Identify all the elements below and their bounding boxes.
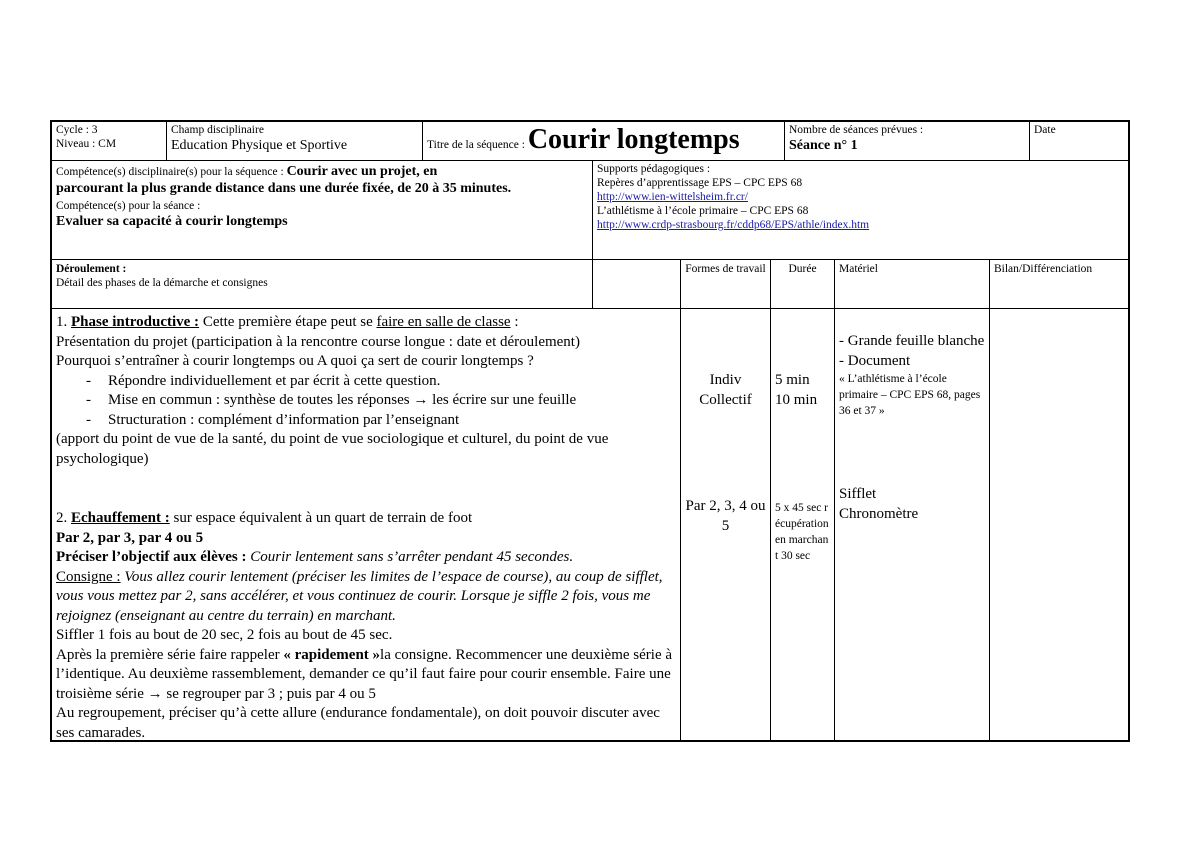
supports-cell [593, 161, 1128, 259]
phase1-num: 1. [56, 314, 71, 330]
phase1-materiel [839, 332, 985, 419]
bilan-header [990, 260, 1128, 308]
list-item: - Répondre individuellement et par écrit à cette question. [86, 372, 676, 392]
phase1-line3: Pourquoi s’entraîner à courir longtemps ou A quoi ça sert de courir longtemps ? [56, 353, 534, 369]
phase1-line2: Présentation du projet (participation à la rencontre course longue : date et déroulement) [56, 333, 580, 350]
supports-link-2[interactable]: http://www.crdp-strasbourg.fr/cddp68/EPS/athle/index.htm [597, 219, 870, 231]
titre-cell [423, 122, 784, 160]
sequence-title: Courir longtemps [527, 124, 740, 155]
competence-seq-value-b: parcourant la plus grande distance dans une durée fixée, de 20 à 35 minutes. [56, 181, 512, 196]
phase2-materiel [839, 485, 985, 524]
formes-label: Formes de travail [685, 263, 766, 275]
deroulement-label: Déroulement : [56, 263, 127, 275]
date-cell [1030, 122, 1128, 160]
formes-indiv: Indiv [709, 372, 742, 388]
materiel-label: Matériel [839, 263, 878, 275]
phase2-apres-c: la consigne. Recommencer une deuxième série à l’identique. Au deuxième rassemblement, demander ce qu’il faut faire pour courir ensemble. Faire une troisième série → se regrouper par 3 ; puis par 4 ou 5 [56, 646, 673, 702]
duree-body [771, 312, 834, 742]
materiel-document: - Document [839, 352, 911, 369]
date-label: Date [1034, 124, 1056, 136]
phase2-regroupement: Au regroupement, préciser qu’à cette allure (endurance fondamentale), on doit pouvoir discuter avec ses camarades. [56, 705, 660, 741]
phase1-intro: Cette première étape peut se [199, 314, 377, 330]
competence-seance-value: Evaluer sa capacité à courir longtemps [56, 214, 288, 229]
materiel-reference: « L’athlétisme à l’école primaire – CPC EPS 68, pages 36 et 37 » [839, 373, 981, 417]
phase2-objectif-label: Préciser l’objectif aux élèves : [56, 549, 251, 565]
phase2-block [56, 509, 676, 742]
phase2-formes: Par 2, 3, 4 ou 5 [685, 498, 766, 534]
phase1-bullets [56, 372, 676, 431]
phase2-apres-b: « rapidement » [283, 646, 381, 663]
formes-header [681, 260, 770, 308]
supports-label: Supports pédagogiques : [597, 163, 711, 175]
duree-10min: 10 min [775, 391, 818, 408]
materiel-chronometre: Chronomètre [839, 505, 919, 522]
phase1-intro-end: : [510, 314, 519, 330]
phase2-objectif-text: Courir lentement sans s’arrêter pendant 45 secondes. [250, 549, 574, 565]
nombre-label: Nombre de séances prévues : [789, 124, 924, 136]
phase1-intro-underlined: faire en salle de classe [376, 314, 511, 330]
nombre-cell [785, 122, 1029, 160]
lesson-plan-table [50, 120, 1130, 742]
materiel-feuille: - Grande feuille blanche [839, 333, 985, 349]
seance-number: Séance n° 1 [789, 138, 858, 153]
titre-label: Titre de la séquence : [427, 139, 528, 151]
niveau-text: Niveau : CM [56, 138, 117, 150]
competence-seance-label: Compétence(s) pour la séance : [56, 200, 201, 212]
cycle-cell [52, 122, 166, 160]
cycle-text: Cycle : 3 [56, 124, 98, 136]
duree-5min: 5 min [775, 372, 810, 388]
phase1-formes [685, 371, 766, 410]
materiel-body [835, 312, 989, 742]
phase1-duree [775, 371, 830, 410]
competences-cell [52, 161, 592, 259]
bilan-body [990, 312, 1128, 742]
champ-label: Champ disciplinaire [171, 124, 264, 136]
phase2-intro: sur espace équivalent à un quart de terrain de foot [169, 510, 473, 526]
bilan-label: Bilan/Différenciation [994, 263, 1093, 275]
phase2-apres-a: Après la première série faire rappeler [56, 646, 284, 663]
materiel-sifflet: Sifflet [839, 486, 877, 502]
phase2-consigne-text: Vous allez courir lentement (préciser les limites de l’espace de course), au coup de sifflet, vous vous mettez par 2, sans accélérer, et vous continuez de courir. Lorsque je siffle 2 fois, vous me rejoignez (enseignant au centre du terrain) en marchant. [56, 568, 663, 624]
phase2-num: 2. [56, 510, 71, 526]
phase2-groups: Par 2, par 3, par 4 ou 5 [56, 529, 204, 546]
materiel-header [835, 260, 989, 308]
supports-ref1: Repères d’apprentissage EPS – CPC EPS 68 [597, 177, 803, 189]
rule-columns-bottom [52, 308, 1128, 309]
steps-cell [52, 312, 680, 742]
phase1-closing: (apport du point de vue de la santé, du point de vue sociologique et culturel, du point de vue psychologique) [56, 431, 609, 467]
list-item: - Structuration : complément d’information par l’enseignant [86, 411, 676, 431]
detail-label: Détail des phases de la démarche et consignes [56, 277, 268, 289]
champ-cell [167, 122, 422, 160]
formes-collectif: Collectif [699, 391, 752, 408]
competence-seq-label: Compétence(s) disciplinaire(s) pour la séquence : [56, 166, 287, 178]
list-item: - Mise en commun : synthèse de toutes les réponses → les écrire sur une feuille [86, 391, 676, 411]
phase2-duree: 5 x 45 sec récupération en marchant 30 sec [775, 502, 829, 562]
phase2-consigne-label: Consigne : [56, 568, 121, 585]
phase1-block [56, 313, 676, 469]
champ-value: Education Physique et Sportive [171, 138, 348, 153]
supports-ref2: L’athlétisme à l’école primaire – CPC EPS 68 [597, 205, 809, 217]
duree-label: Durée [788, 263, 817, 275]
duree-header [771, 260, 834, 308]
phase2-title: Echauffement : [71, 510, 170, 526]
supports-link-1[interactable]: http://www.ien-wittelsheim.fr.cr/ [597, 191, 748, 203]
phase1-title: Phase introductive : [71, 314, 200, 330]
formes-body [681, 312, 770, 742]
phase2-siffler: Siffler 1 fois au bout de 20 sec, 2 fois au bout de 45 sec. [56, 627, 393, 643]
competence-seq-value-a: Courir avec un projet, en [286, 164, 438, 179]
deroulement-header [52, 260, 680, 308]
